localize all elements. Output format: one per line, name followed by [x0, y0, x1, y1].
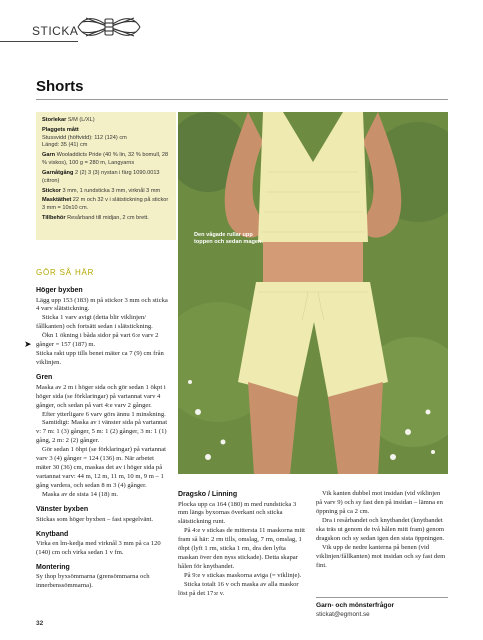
gauge-row — [42, 197, 170, 213]
section-label: STICKA — [32, 24, 79, 38]
heading-right-leg: Höger byxben — [36, 287, 83, 294]
instructions-column-1 — [36, 281, 168, 591]
needles-row — [42, 188, 170, 196]
paragraph: Efter ytterligare 6 varv görs ännu 1 minskning. — [42, 410, 166, 418]
heading-drawstring: Dragsko / Linning — [178, 491, 238, 498]
paragraph: Sticka 1 varv avigt (detta blir viklinjen/ fållkanten) och fortsätt sedan i slätstickning. — [36, 314, 153, 331]
paragraph: Vik kanten dubbel mot insidan (vid viklinjen på varv 9) och sy fast den på insidan – lämna en öppning på ca 2 cm. — [316, 490, 443, 515]
paragraph: Sticka rakt upp tills benet mäter ca 7 (9) cm från viklinjen. — [36, 350, 164, 367]
paragraph: Sticka totalt 16 v och maska av alla maskor löst på det 17:e v. — [178, 581, 299, 598]
instructions-heading: GÖR SÅ HÄR — [36, 268, 95, 277]
instructions-column-3 — [316, 490, 448, 571]
paragraph: Gör sedan 1 öhpt (se förklaringar) på vartannat varv 3 (4) gånger = 124 (136) m. När arbetet mäter 30 (36) cm, maskas det av i höger sida på vartannat varv: 44 m, 12 m, 11 m, 10 m, 9 m – 1 gång vardera, och sedan 8 m 3 (4) gånger. — [36, 446, 166, 490]
footer-rule — [316, 597, 448, 598]
paragraph: Samtidigt: Maska av i vänster sida på vartannat v: 7 m: 1 (3) gånger, 5 m: 1 (2) gånger, 3 m: 1 (1) gång, 2 m: 2 (2) gånger. — [36, 419, 168, 445]
arrow-marker-icon: ➤ — [24, 339, 32, 349]
page-title: Shorts — [36, 78, 84, 95]
page-number: 32 — [36, 620, 44, 627]
amount-label: Garnåtgång — [42, 169, 74, 176]
measure-row — [42, 127, 170, 150]
model-photo — [178, 112, 448, 474]
needles-label: Stickor — [42, 187, 61, 194]
accessories-row — [42, 215, 170, 223]
hip-measure: Stussvidd (höftvidd): 112 (124) cm — [42, 134, 127, 141]
yarn-label: Garn — [42, 152, 56, 159]
pattern-info-box — [36, 112, 176, 240]
header-rule — [0, 41, 78, 42]
gauge-value: 22 m och 32 v i slätstickning på stickor 3 mm = 10x10 cm. — [42, 197, 169, 212]
photo-illustration — [178, 112, 448, 474]
paragraph: På 4:e v stickas de mittersta 11 maskorna mitt fram så här: 2 rm tills, omslag, 7 rm, omslag, 1 öhpt (lyft 1 rm, sticka 1 rm, dra den lyfta maskan över den nyss stickade). Detta skapar hålen för knytbandet. — [178, 527, 305, 571]
heading-left-leg: Vänster byxben — [36, 506, 89, 514]
size-label: Storlekar — [42, 117, 67, 123]
paragraph: Virka en lm-kedja med virknål 3 mm på ca 120 (140) cm och virka sedan 1 v fm. — [36, 540, 161, 556]
paragraph: Plocka upp ca 164 (180) m med rundsticka 3 mm längs byxornas överkant och sticka slätstickning runt. — [178, 500, 297, 526]
contact-label: Garn- och mönsterfrågor — [316, 602, 395, 609]
contact-email[interactable]: stickat@egmont.se — [316, 611, 370, 618]
accessories-label: Tillbehör — [42, 215, 66, 222]
needles-value: 3 mm, 1 rundsticka 3 mm, virknål 3 mm — [62, 187, 161, 194]
paragraph: Ökn 1 ökning i båda sidor på vart 6:e varv 2 gånger = 157 (187) m. — [36, 332, 159, 349]
paragraph: Stickas som höger byxben – fast spegelvänt. — [36, 515, 154, 523]
yarn-value: Wooladdicts Pride (40 % lin, 32 % bomull, 28 % viskos), 100 g = 280 m, Langyarns — [42, 152, 169, 167]
heading-crotch: Gren — [36, 374, 53, 382]
measure-label: Plaggets mått — [42, 126, 79, 133]
instructions-column-2 — [178, 490, 306, 599]
paragraph: Maska av 2 m i höger sida och gör sedan 1 ökpt i höger sida (se förklaringar) på vartannat varv 4 gånger, och sedan på vart 4:e varv 2 gånger. — [36, 383, 166, 409]
amount-value: 2 (2) 3 (3) nystan i färg 1090.0013 (citron) — [42, 169, 160, 184]
yarn-row — [42, 152, 170, 168]
paragraph: Vik upp de nedre kanterna på benen (vid viklinjen/fållkanten) mot insidan och sy fast dem fint. — [316, 543, 446, 569]
title-rule — [36, 99, 448, 100]
yarn-skein-icon — [74, 10, 144, 44]
size-row — [42, 117, 170, 125]
heading-assembly: Montering — [36, 563, 70, 571]
length-measure: Längd: 35 (41) cm — [42, 142, 88, 149]
heading-tie: Knytband — [36, 530, 69, 538]
paragraph: Lägg upp 153 (183) m på stickor 3 mm och sticka 4 varv slätstickning. — [36, 296, 168, 313]
size-value: S/M (L/XL) — [67, 117, 95, 123]
accessories-value: Resårband till midjan, 2 cm brett. — [67, 215, 149, 222]
paragraph: Dra i resårbandet och knytbandet (knytbandet ska träs ut genom de två hålen mitt fram) genom dragskon och sy sedan igen den sista öppningen. — [316, 516, 445, 542]
paragraph: Sy ihop byxsömmarna (grensömmarna och innerbenssömmarna). — [36, 573, 150, 590]
photo-caption: Den vågade rullar upp toppen och sedan magen. — [194, 232, 263, 246]
paragraph: Maska av de sista 14 (18) m. — [42, 491, 118, 499]
paragraph: På 9:e v stickas maskorna aviga (= viklinje). — [184, 572, 302, 580]
gauge-label: Masktäthet — [42, 197, 72, 204]
header-bar — [0, 0, 483, 48]
amount-row — [42, 170, 170, 186]
